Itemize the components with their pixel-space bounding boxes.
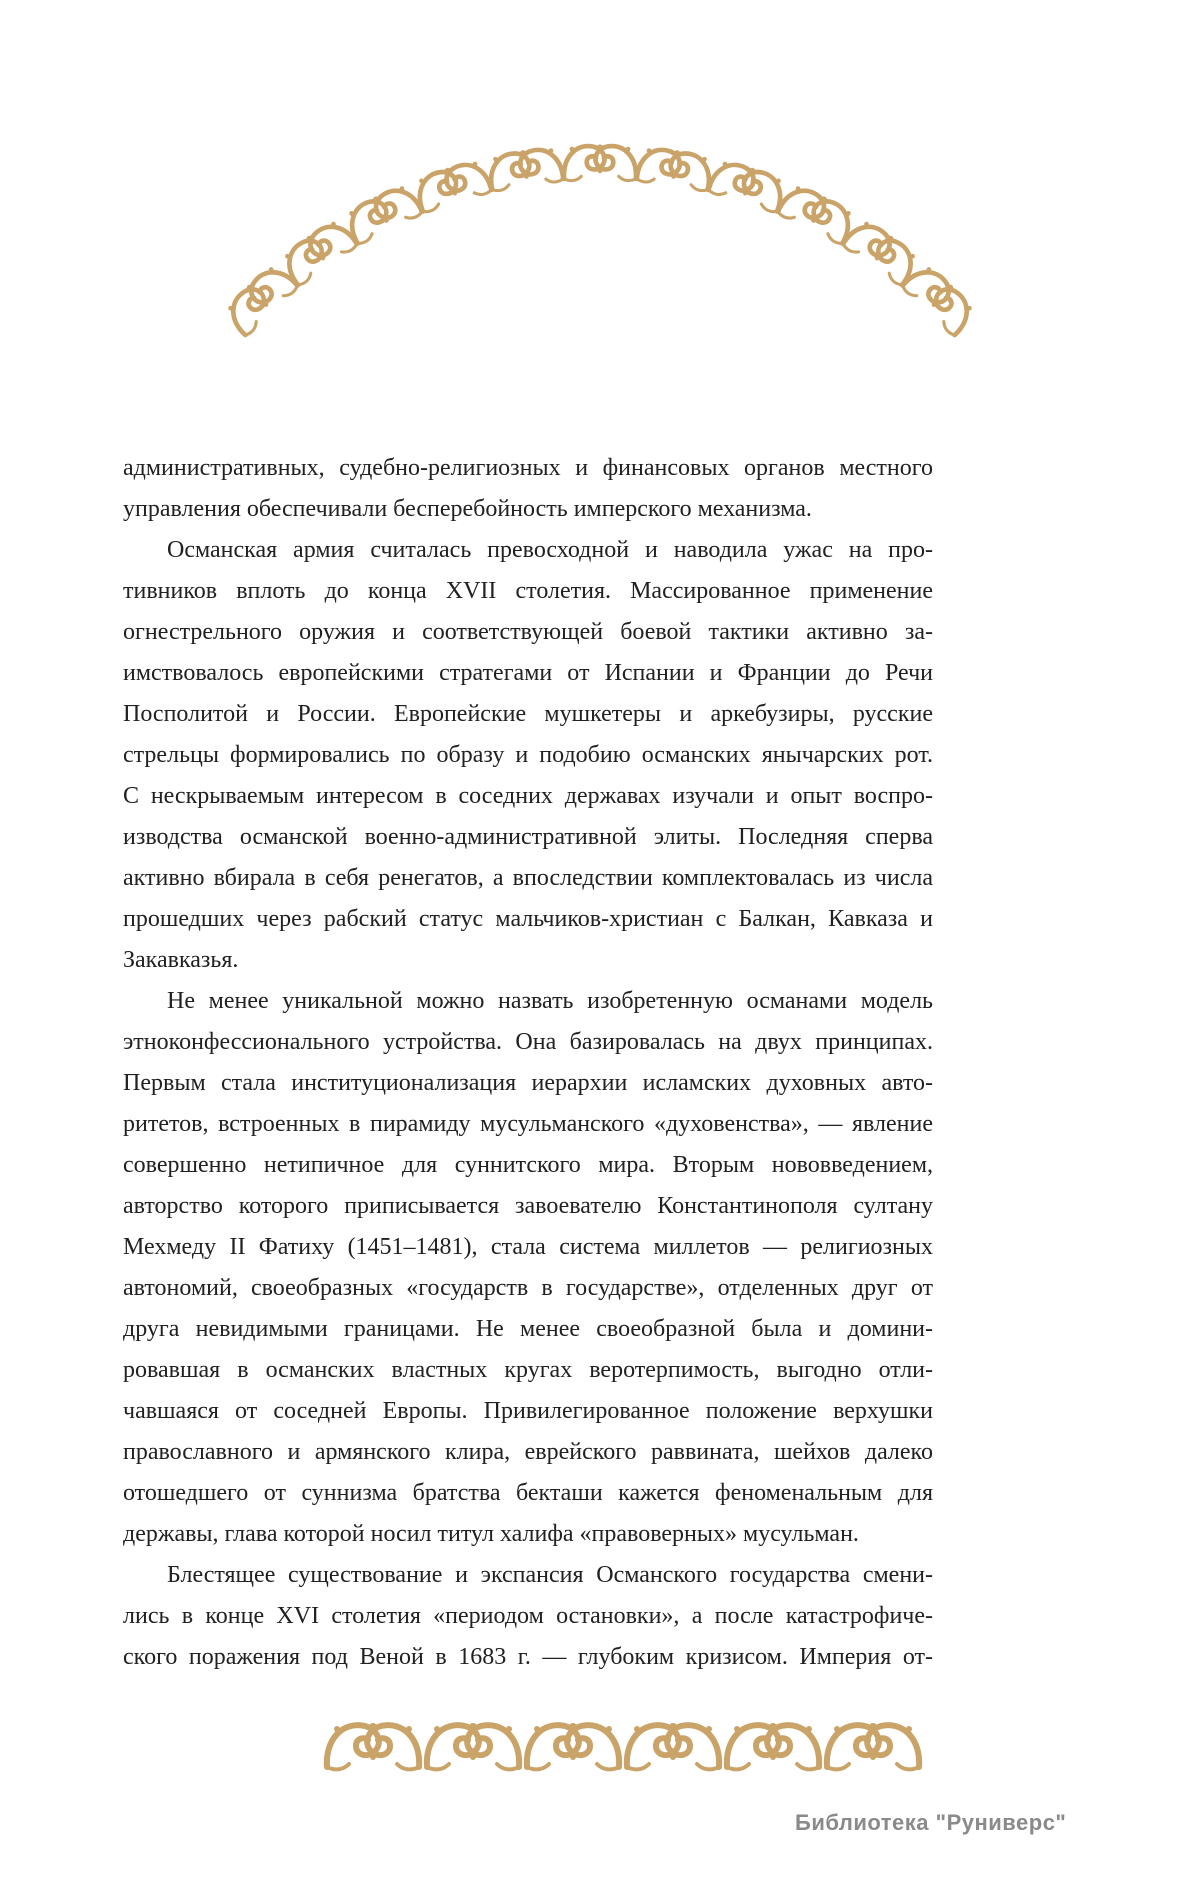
top-ornament bbox=[0, 0, 1200, 380]
text-line: отошедшего от суннизма братства бекташи кажется феноменальным для bbox=[123, 1480, 933, 1506]
ornament-scroll bbox=[827, 1723, 919, 1769]
ornament-scroll bbox=[413, 157, 493, 213]
text-line: ритетов, встроенных в пирамиду мусульманского «духовенства», — явление bbox=[123, 1111, 933, 1137]
text-line: активно вбирала в себя ренегатов, а впоследствии комплектовалась из числа bbox=[123, 865, 933, 891]
text-line: Первым стала институционализация иерархии исламских духовных авто- bbox=[123, 1070, 933, 1096]
text-line: управления обеспечивали бесперебойность имперского механизма. bbox=[123, 496, 812, 522]
text-line: С нескрываемым интересом в соседних державах изучали и опыт воспро- bbox=[123, 783, 933, 809]
ornament-scroll bbox=[708, 157, 788, 213]
text-line: друга невидимыми границами. Не менее своеобразной была и домини- bbox=[123, 1316, 933, 1342]
ornament-scroll bbox=[777, 181, 858, 245]
text-line: Закавказья. bbox=[123, 947, 239, 973]
text-line: огнестрельного оружия и соответствующей боевой тактики активно за- bbox=[123, 619, 933, 645]
text-line: Блестящее существование и экспансия Османского государства смени- bbox=[167, 1562, 933, 1588]
text-line: авторство которого приписывается завоевателю Константинополя султану bbox=[123, 1193, 933, 1219]
paragraph bbox=[123, 530, 933, 981]
ornament-scroll bbox=[727, 1723, 819, 1769]
text-line: Мехмеду II Фатиху (1451–1481), стала система миллетов — религиозных bbox=[123, 1234, 933, 1260]
runivers-watermark: Библиотека "Руниверс" bbox=[795, 1810, 1067, 1835]
ornament-scroll bbox=[636, 145, 713, 192]
page-text bbox=[123, 448, 933, 1678]
paragraph bbox=[123, 1555, 933, 1678]
text-line: совершенно нетипичное для суннитского мира. Вторым нововведением, bbox=[123, 1152, 933, 1178]
text-line: изводства османской военно-административной элиты. Последняя сперва bbox=[123, 824, 933, 850]
ornament-scroll bbox=[427, 1723, 519, 1769]
top-ornament-arc bbox=[222, 144, 979, 336]
text-line: стрельцы формировались по образу и подобию османских янычарских рот. bbox=[123, 742, 933, 768]
bottom-ornament bbox=[0, 1710, 1200, 1776]
text-line: лись в конце XVI столетия «периодом остановки», а после катастрофиче- bbox=[123, 1603, 933, 1629]
ornament-scroll bbox=[527, 1723, 619, 1769]
paragraph bbox=[123, 448, 933, 530]
text-line: административных, судебно-религиозных и финансовых органов местного bbox=[123, 455, 933, 481]
ornament-scroll bbox=[627, 1723, 719, 1769]
bottom-ornament-band bbox=[327, 1723, 919, 1769]
text-line: чавшаяся от соседней Европы. Привилегированное положение верхушки bbox=[123, 1398, 933, 1424]
text-line: Посполитой и России. Европейские мушкетеры и аркебузиры, русские bbox=[123, 701, 933, 727]
ornament-scroll bbox=[342, 181, 423, 245]
text-line: Османская армия считалась превосходной и наводила ужас на про- bbox=[167, 537, 933, 563]
ornament-scroll bbox=[487, 145, 564, 192]
text-line: автономий, своеобразных «государств в государстве», отделенных друг от bbox=[123, 1275, 933, 1301]
text-line: Не менее уникальной можно назвать изобретенную османами модель bbox=[167, 988, 933, 1014]
ornament-scroll bbox=[901, 261, 978, 337]
ornament-scroll bbox=[222, 261, 299, 337]
text-line: этноконфессионального устройства. Она базировалась на двух принципах. bbox=[123, 1029, 933, 1055]
text-line: имствовалось европейскими стратегами от Испании и Франции до Речи bbox=[123, 660, 933, 686]
ornament-scroll bbox=[327, 1723, 419, 1769]
text-line: тивников вплоть до конца XVII столетия. Массированное применение bbox=[123, 578, 933, 604]
paragraph bbox=[123, 981, 933, 1555]
text-line: ского поражения под Веной в 1683 г. — глубоким кризисом. Империя от- bbox=[123, 1644, 933, 1670]
text-line: прошедших через рабский статус мальчиков-христиан с Балкан, Кавказа и bbox=[123, 906, 933, 932]
ornament-scroll bbox=[278, 216, 358, 287]
text-line: православного и армянского клира, еврейского раввината, шейхов далеко bbox=[123, 1439, 933, 1465]
ornament-scroll bbox=[564, 144, 636, 180]
text-line: державы, глава которой носил титул халифа «правоверных» мусульман. bbox=[123, 1521, 859, 1547]
text-line: ровавшая в османских властных кругах веротерпимость, выгодно отли- bbox=[123, 1357, 933, 1383]
